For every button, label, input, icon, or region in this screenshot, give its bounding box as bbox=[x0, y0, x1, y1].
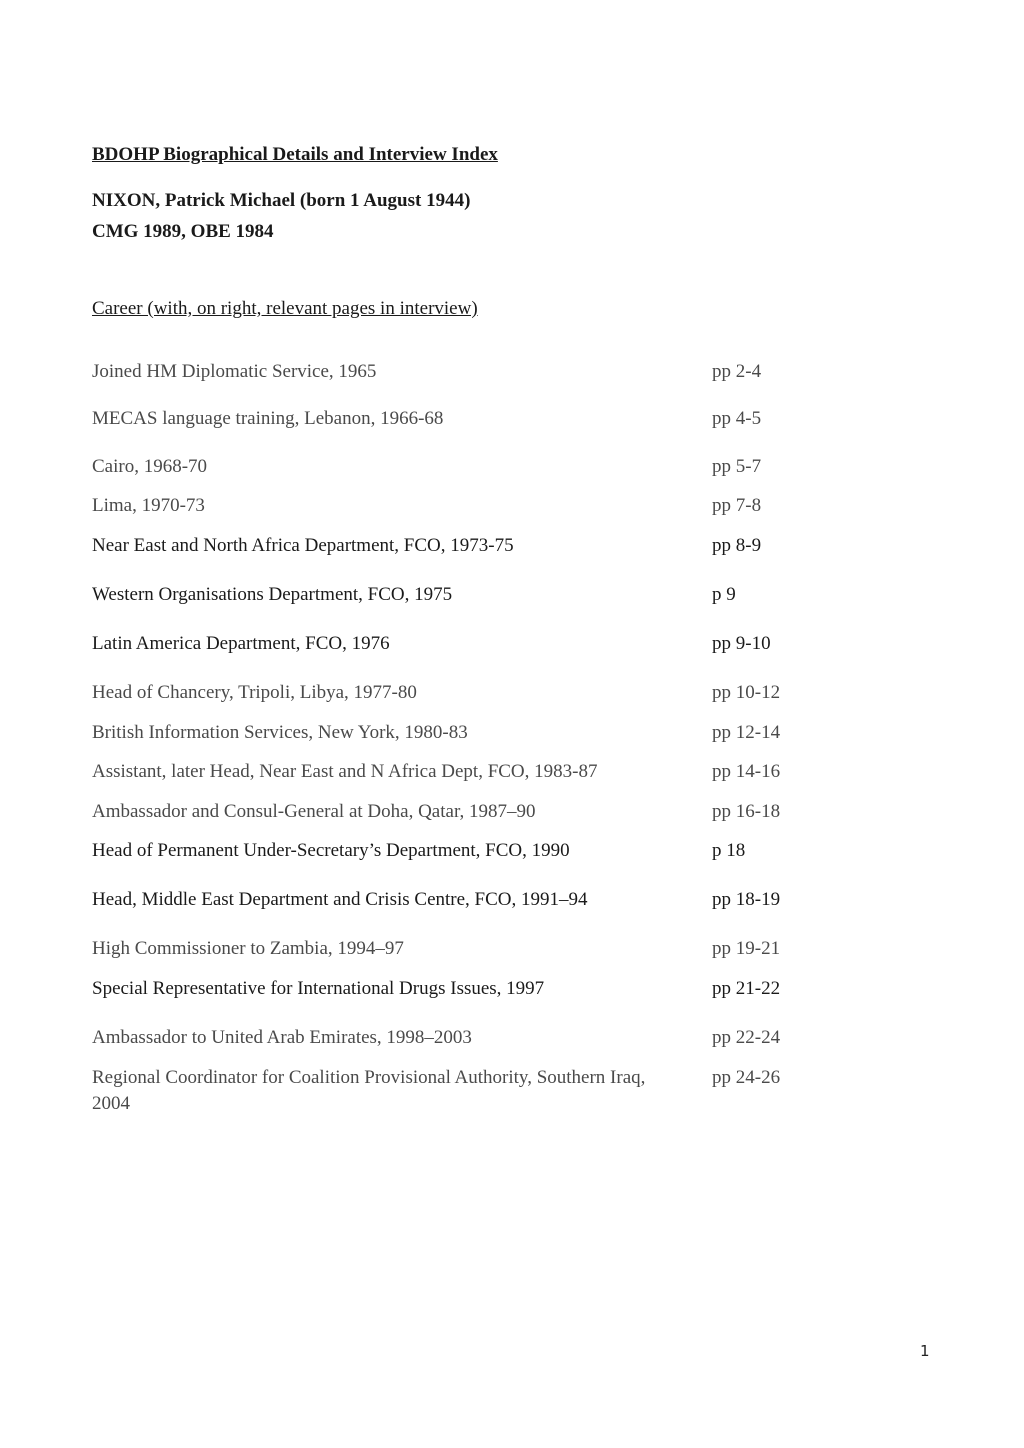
career-heading: Career (with, on right, relevant pages in interview) bbox=[92, 298, 478, 319]
career-role: MECAS language training, Lebanon, 1966-68 bbox=[92, 408, 444, 429]
career-pages: p 9 bbox=[712, 584, 736, 605]
career-role: Near East and North Africa Department, FCO, 1973-75 bbox=[92, 535, 514, 556]
career-pages: pp 8-9 bbox=[712, 535, 762, 556]
page-number: 1 bbox=[920, 1342, 930, 1360]
career-role: Assistant, later Head, Near East and N Africa Dept, FCO, 1983-87 bbox=[92, 761, 598, 782]
career-role: Head of Permanent Under-Secretary’s Department, FCO, 1990 bbox=[92, 840, 570, 861]
career-pages: pp 9-10 bbox=[712, 633, 771, 654]
career-role: Regional Coordinator for Coalition Provisional Authority, Southern Iraq, 2004 bbox=[92, 1067, 646, 1114]
career-role: Joined HM Diplomatic Service, 1965 bbox=[92, 361, 377, 382]
career-pages: pp 12-14 bbox=[712, 722, 781, 743]
career-role: Special Representative for International Drugs Issues, 1997 bbox=[92, 978, 545, 999]
career-role: Latin America Department, FCO, 1976 bbox=[92, 633, 390, 654]
career-role: British Information Services, New York, 1980-83 bbox=[92, 722, 468, 743]
career-pages: pp 21-22 bbox=[712, 978, 781, 999]
career-pages: pp 7-8 bbox=[712, 495, 762, 516]
career-role: High Commissioner to Zambia, 1994–97 bbox=[92, 938, 404, 959]
career-pages: pp 4-5 bbox=[712, 408, 762, 429]
page-heading: BDOHP Biographical Details and Interview Index bbox=[92, 144, 498, 165]
career-role: Head, Middle East Department and Crisis Centre, FCO, 1991–94 bbox=[92, 889, 588, 910]
career-role: Western Organisations Department, FCO, 1975 bbox=[92, 584, 453, 605]
career-role: Ambassador to United Arab Emirates, 1998–2003 bbox=[92, 1027, 472, 1048]
career-role: Cairo, 1968-70 bbox=[92, 456, 208, 477]
career-role: Ambassador and Consul-General at Doha, Qatar, 1987–90 bbox=[92, 801, 536, 822]
career-pages: p 18 bbox=[712, 840, 746, 861]
career-role: Head of Chancery, Tripoli, Libya, 1977-80 bbox=[92, 682, 417, 703]
career-pages: pp 2-4 bbox=[712, 361, 762, 382]
career-pages: pp 19-21 bbox=[712, 938, 781, 959]
career-pages: pp 18-19 bbox=[712, 889, 781, 910]
career-pages: pp 24-26 bbox=[712, 1067, 781, 1088]
honours: CMG 1989, OBE 1984 bbox=[92, 221, 274, 242]
career-pages: pp 10-12 bbox=[712, 682, 781, 703]
person-name: NIXON, Patrick Michael (born 1 August 1944) bbox=[92, 190, 471, 211]
career-role: Lima, 1970-73 bbox=[92, 495, 205, 516]
career-pages: pp 14-16 bbox=[712, 761, 781, 782]
career-pages: pp 22-24 bbox=[712, 1027, 781, 1048]
career-pages: pp 5-7 bbox=[712, 456, 762, 477]
career-pages: pp 16-18 bbox=[712, 801, 781, 822]
